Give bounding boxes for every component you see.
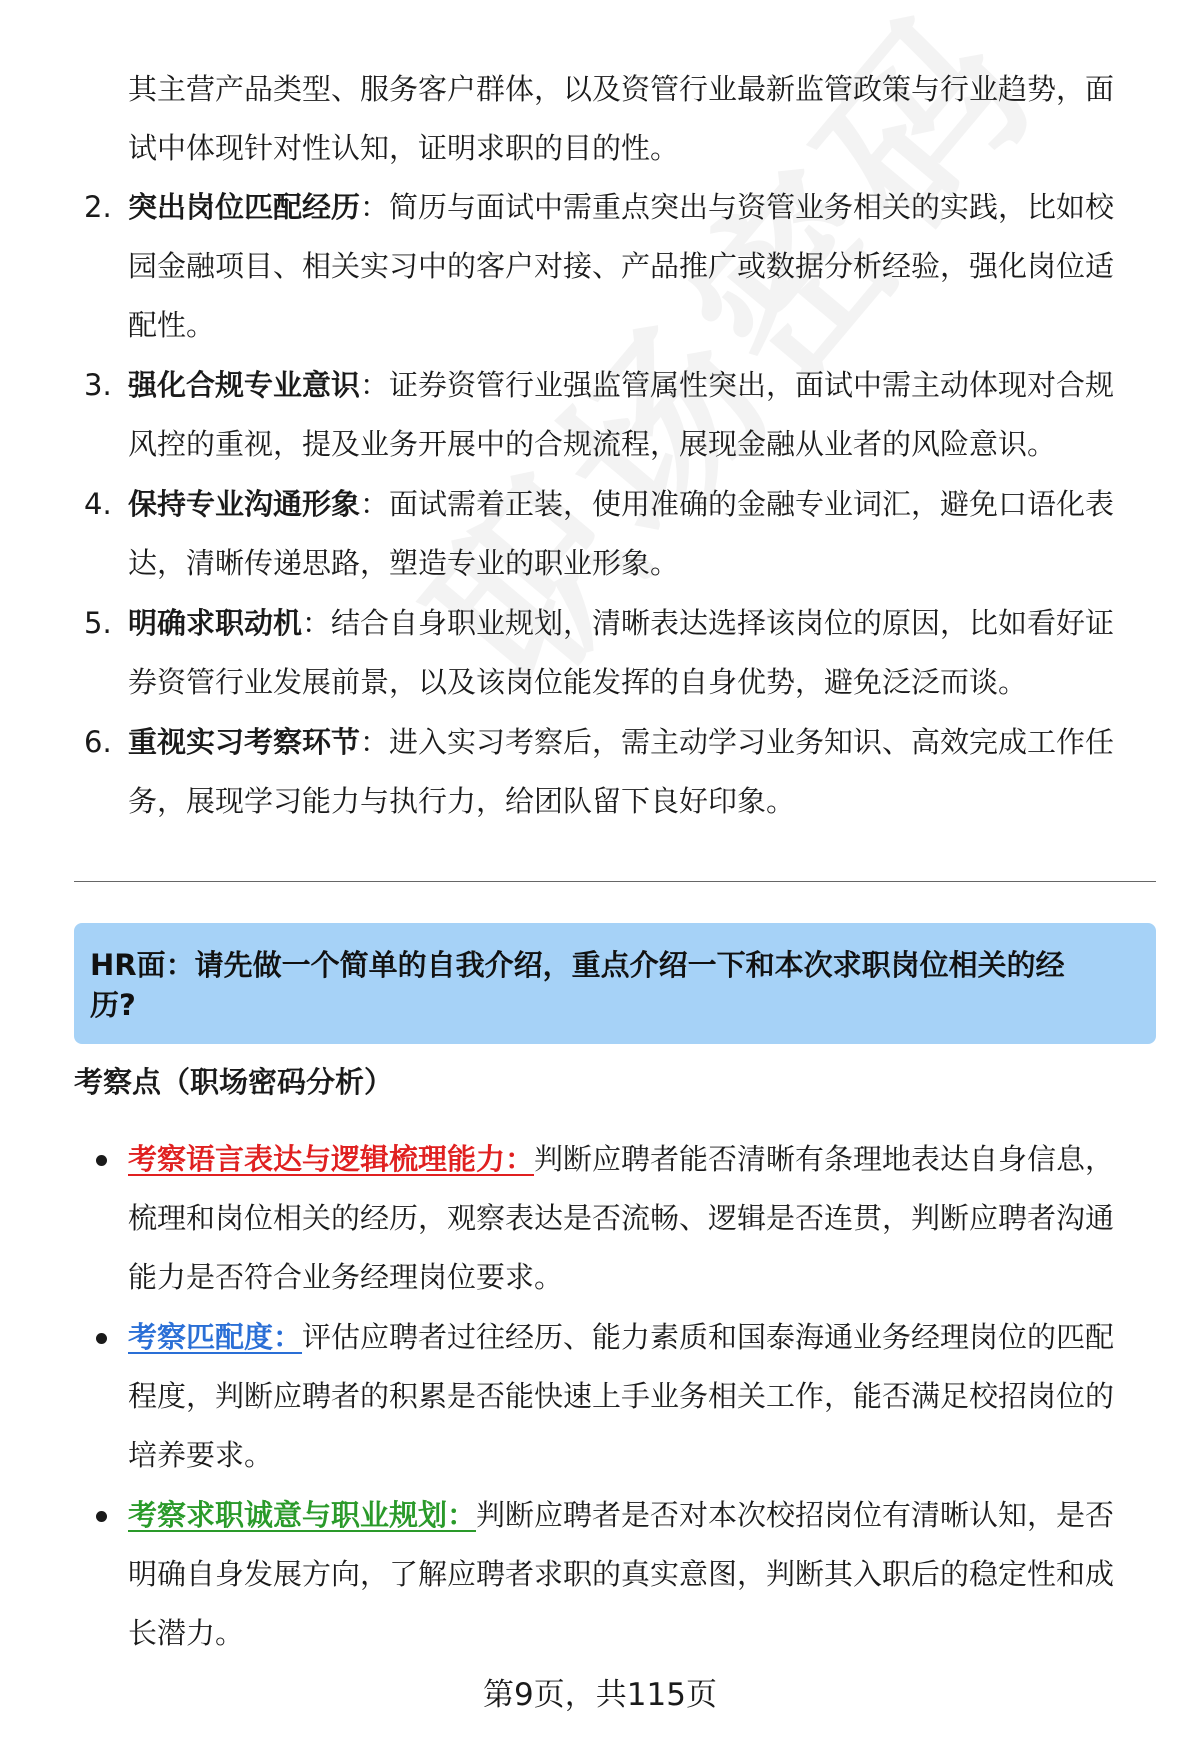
- item-text: ：证券资管行业强监管属性突出，面试中需主动体现对合规风控的重视，提及业务开展中的合规流程，展现金融从业者的风险意识。: [128, 368, 1115, 461]
- item-text: ：结合自身职业规划，清晰表达选择该岗位的原因，比如看好证券资管行业发展前景，以及该岗位能发挥的自身优势，避免泛泛而谈。: [128, 606, 1115, 699]
- list-item: [0, 1130, 1200, 1307]
- point-text: 判断应聘者能否清晰有条理地表达自身信息，梳理和岗位相关的经历，观察表达是否流畅、逻辑是否连贯，判断应聘者沟通能力是否符合业务经理岗位要求。: [128, 1142, 1115, 1294]
- question-text: HR面：请先做一个简单的自我介绍，重点介绍一下和本次求职岗位相关的经历?: [90, 948, 1065, 1022]
- item-title: 明确求职动机: [128, 606, 303, 640]
- points-list: [0, 1130, 1200, 1664]
- bullet-icon: [96, 1333, 107, 1344]
- item-title: 保持专业沟通形象: [128, 487, 361, 521]
- item-title: 强化合规专业意识: [128, 368, 361, 402]
- item-text: ：简历与面试中需重点突出与资管业务相关的实践，比如校园金融项目、相关实习中的客户对接、产品推广或数据分析经验，强化岗位适配性。: [128, 190, 1115, 342]
- point-text: 判断应聘者是否对本次校招岗位有清晰认知，是否明确自身发展方向，了解应聘者求职的真实意图，判断其入职后的稳定性和成长潜力。: [128, 1498, 1115, 1650]
- intro-paragraph: 其主营产品类型、服务客户群体，以及资管行业最新监管政策与行业趋势，面试中体现针对性认知，证明求职的目的性。: [128, 72, 1115, 165]
- section-divider: [74, 881, 1156, 882]
- question-box: [74, 923, 1156, 1044]
- list-item: [0, 178, 1200, 355]
- bullet-icon: [96, 1155, 107, 1166]
- list-item: [0, 713, 1200, 831]
- item-number: 2.: [84, 190, 112, 224]
- tips-list: [0, 178, 1200, 832]
- item-title: 重视实习考察环节: [128, 725, 361, 759]
- point-label: 考察求职诚意与职业规划：: [128, 1498, 477, 1532]
- list-item: [0, 1486, 1200, 1663]
- bullet-icon: [96, 1511, 107, 1522]
- item-number: 4.: [84, 487, 112, 521]
- item-text: ：面试需着正装，使用准确的金融专业词汇，避免口语化表达，清晰传递思路，塑造专业的职业形象。: [128, 487, 1115, 580]
- point-label: 考察匹配度：: [128, 1320, 303, 1354]
- list-item: [0, 1308, 1200, 1485]
- item-number: 5.: [84, 606, 112, 640]
- page-number: 第9页，共115页: [483, 1677, 717, 1713]
- list-item: [0, 594, 1200, 712]
- item-number: 6.: [84, 725, 112, 759]
- list-item: [0, 356, 1200, 474]
- point-text: 评估应聘者过往经历、能力素质和国泰海通业务经理岗位的匹配程度，判断应聘者的积累是否能快速上手业务相关工作，能否满足校招岗位的培养要求。: [128, 1320, 1115, 1472]
- list-item: [0, 475, 1200, 593]
- point-label: 考察语言表达与逻辑梳理能力：: [128, 1142, 535, 1176]
- item-number: 3.: [84, 368, 112, 402]
- item-text: ：进入实习考察后，需主动学习业务知识、高效完成工作任务，展现学习能力与执行力，给团队留下良好印象。: [128, 725, 1115, 818]
- item-title: 突出岗位匹配经历: [128, 190, 361, 224]
- section-title: 考察点（职场密码分析）: [74, 1065, 394, 1099]
